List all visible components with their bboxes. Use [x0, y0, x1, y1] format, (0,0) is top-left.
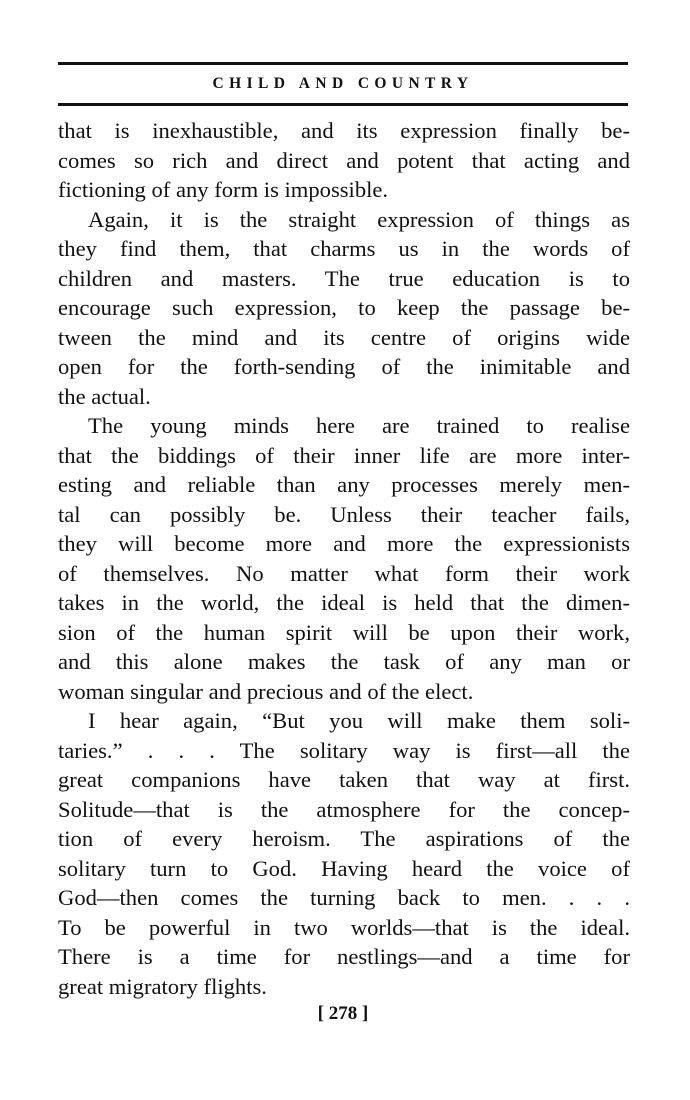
text-line: the actual. [58, 383, 151, 409]
text-line: tion of every heroism. The aspirations of the [58, 826, 630, 851]
text-line: and this alone makes the task of any man or [58, 649, 630, 674]
text-line: encourage such expression, to keep the passage be- [58, 295, 630, 320]
text-line: tal can possibly be. Unless their teacher fails, [58, 501, 630, 527]
text-line: they find them, that charms us in the words of [58, 236, 630, 261]
text-line: of themselves. No matter what form their work [58, 560, 630, 586]
text-line: solitary turn to God. Having heard the voice of [58, 855, 630, 881]
text-line: takes in the world, the ideal is held that the dimen- [58, 590, 630, 615]
text-line: tween the mind and its centre of origins wide [58, 324, 630, 350]
text-line: woman singular and precious and of the elect. [58, 678, 474, 704]
running-head: CHILD AND COUNTRY [212, 75, 474, 92]
text-line: that is inexhaustible, and its expression finally be- [58, 118, 630, 143]
text-line: they will become more and more the expressionists [58, 531, 630, 556]
header-rule-bottom [58, 103, 628, 106]
text-line: To be powerful in two worlds—that is the ideal. [58, 914, 630, 940]
text-line: open for the forth-sending of the inimitable and [58, 354, 630, 379]
text-line: esting and reliable than any processes merely men- [58, 472, 630, 497]
text-line: great migratory flights. [58, 973, 267, 999]
text-line: I hear again, “But you will make them soli- [88, 708, 630, 733]
text-line: The young minds here are trained to realise [88, 413, 630, 438]
text-line: that the biddings of their inner life are more inter- [58, 442, 630, 468]
text-line: children and masters. The true education is to [58, 265, 630, 291]
text-line: There is a time for nestlings—and a time for [58, 944, 630, 969]
text-line: fictioning of any form is impossible. [58, 177, 389, 202]
text-line: comes so rich and direct and potent that acting and [58, 147, 630, 173]
text-line: Solitude—that is the atmosphere for the concep- [58, 796, 630, 822]
body-text [58, 116, 630, 1001]
text-line: sion of the human spirit will be upon their work, [58, 619, 630, 645]
text-line: Again, it is the straight expression of things as [88, 206, 630, 232]
page-number: [ 278 ] [317, 1003, 369, 1024]
text-line: taries.” . . . The solitary way is first—all the [58, 737, 630, 763]
text-line: God—then comes the turning back to men. . . . [58, 885, 630, 910]
text-line: great companions have taken that way at first. [58, 767, 630, 792]
header-rule-top [58, 62, 628, 65]
